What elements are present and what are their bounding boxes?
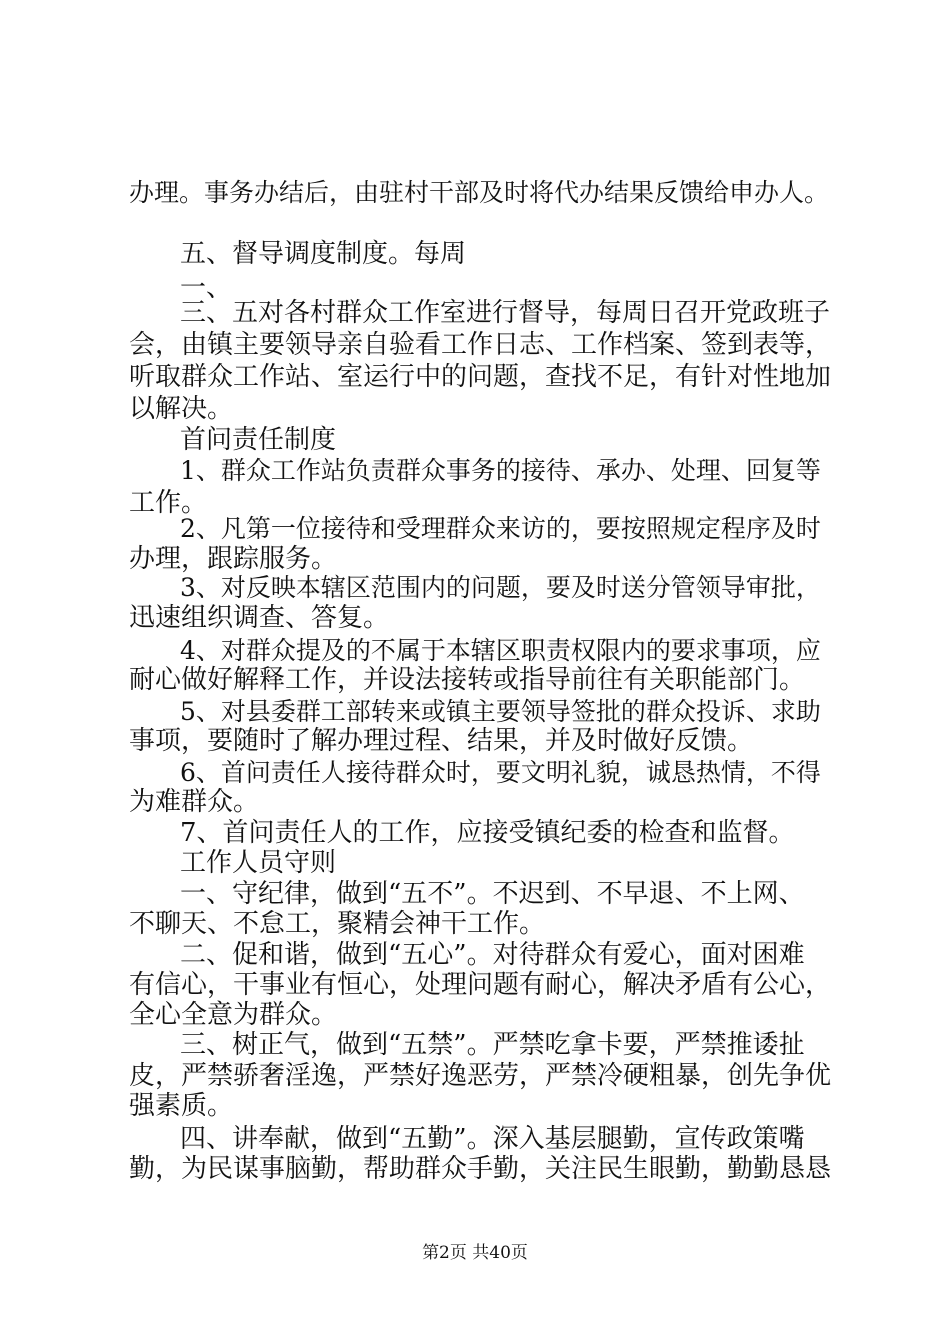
text-line: 2、凡第一位接待和受理群众来访的，要按照规定程序及时 — [180, 514, 821, 543]
text-line: 耐心做好解释工作，并设法接转或指导前往有关职能部门。 — [129, 665, 806, 695]
text-line: 事项，要随时了解办理过程、结果，并及时做好反馈。 — [129, 726, 754, 756]
section-heading: 工作人员守则 — [180, 848, 337, 878]
text-line: 为难群众。 — [129, 787, 260, 817]
text-line: 以解决。 — [129, 394, 234, 424]
text-line: 1、群众工作站负责群众事务的接待、承办、处理、回复等 — [180, 456, 821, 485]
text-line: 三、树正气，做到“五禁”。严禁吃拿卡要，严禁推诿扯 — [180, 1030, 805, 1060]
text-line: 5、对县委群工部转来或镇主要领导签批的群众投诉、求助 — [180, 697, 821, 726]
section-heading: 五、督导调度制度。每周 — [180, 239, 467, 269]
text-line: 迅速组织调查、答复。 — [129, 603, 390, 633]
text-line: 3、对反映本辖区范围内的问题，要及时送分管领导审批， — [180, 573, 821, 602]
page-number-footer: 第2页 共40页 — [422, 1243, 528, 1263]
text-line: 勤，为民谋事脑勤，帮助群众手勤，关注民生眼勤，勤勤恳恳 — [129, 1154, 832, 1184]
text-line: 全心全意为群众。 — [129, 1000, 338, 1030]
text-line: 6、首问责任人接待群众时，要文明礼貌，诚恳热情，不得 — [180, 758, 821, 787]
text-line: 办理。事务办结后，由驻村干部及时将代办结果反馈给申办人。 — [129, 178, 830, 207]
text-line: 三、五对各村群众工作室进行督导，每周日召开党政班子 — [180, 298, 831, 328]
text-line: 会，由镇主要领导亲自验看工作日志、工作档案、签到表等， — [129, 330, 832, 360]
text-line: 二、促和谐，做到“五心”。对待群众有爱心，面对困难 — [180, 940, 805, 970]
text-line: 一、守纪律，做到“五不”。不迟到、不早退、不上网、 — [180, 879, 805, 909]
text-line: 强素质。 — [129, 1091, 234, 1121]
text-line: 7、首问责任人的工作，应接受镇纪委的检查和监督。 — [180, 818, 795, 848]
text-line: 四、讲奉献，做到“五勤”。深入基层腿勤，宣传政策嘴 — [180, 1124, 805, 1154]
text-line: 4、对群众提及的不属于本辖区职责权限内的要求事项，应 — [180, 636, 821, 665]
section-heading: 首问责任制度 — [180, 425, 337, 455]
text-line: 办理，跟踪服务。 — [129, 544, 338, 574]
text-line: 不聊天、不怠工，聚精会神干工作。 — [129, 909, 546, 939]
text-line: 听取群众工作站、室运行中的问题，查找不足，有针对性地加 — [129, 362, 832, 392]
text-line: 一、 — [180, 273, 233, 303]
text-line: 有信心，干事业有恒心，处理问题有耐心，解决矛盾有公心， — [129, 970, 832, 1000]
text-line: 皮，严禁骄奢淫逸，严禁好逸恶劳，严禁冷硬粗暴，创先争优 — [129, 1061, 832, 1091]
text-line: 工作。 — [129, 488, 208, 518]
